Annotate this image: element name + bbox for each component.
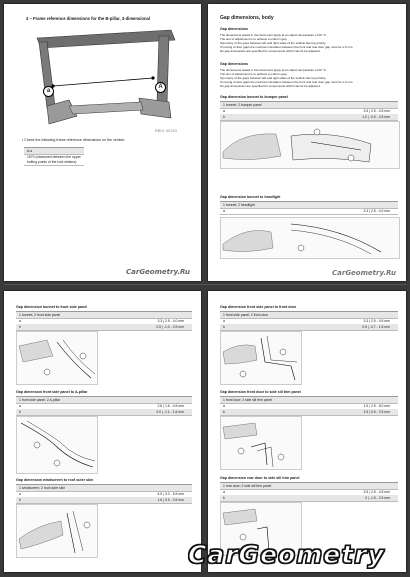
page-heading: 4 – Frame reference dimensions for the B-pillar, 3-dimensional <box>26 16 151 21</box>
section-2-line-3: Symmetry of the gaps between left and right sides of the vehicle has top priority. <box>220 76 327 80</box>
table-row <box>220 495 398 502</box>
side-panel-a-pillar-illustration <box>17 417 97 473</box>
row-value: 0.5 | -0.7 - 1.5 mm <box>362 325 390 329</box>
section-2-line-1: The dimensions stated in this document apply at an object temperature of 20 °C. <box>220 68 327 72</box>
gap-title: Gap dimension bonnet to bumper panel <box>220 95 288 99</box>
row-key: a <box>19 319 21 323</box>
document-page-2 <box>208 4 406 281</box>
gap-table <box>220 311 398 329</box>
row-key: a <box>223 209 225 213</box>
row-value: 1.5 | 0.5 - 2.5 mm <box>363 410 390 414</box>
gap-subtitle: 1 front side panel; 2 A-pillar <box>19 398 61 402</box>
section-title-1: Gap dimensions <box>220 27 248 31</box>
watermark-small: CarGeometry.Ru <box>126 268 191 276</box>
bonnet-headlight-illustration <box>221 218 399 258</box>
row-key: b <box>223 410 225 414</box>
gap-title: Gap dimension windscreen to roof outer skin <box>16 478 94 482</box>
document-page-3 <box>4 291 201 572</box>
row-value: 3.3 | 2.5 - 4.0 mm <box>157 319 184 323</box>
section-divider <box>4 284 406 285</box>
row-value: 4.5 | 3.2 - 5.5 mm <box>157 492 184 496</box>
b-pillar-figure <box>29 26 179 134</box>
row-value: 0 | -1.5 - 2.5 mm <box>365 496 390 500</box>
gap-subtitle: 1 bonnet; 2 headlight <box>223 203 255 207</box>
gap-table <box>220 482 398 500</box>
side-panel-front-door-figure <box>220 331 302 385</box>
gap-table <box>220 101 398 119</box>
table-row <box>16 324 192 331</box>
b-pillar-frame-illustration <box>29 26 179 134</box>
watermark-small: CarGeometry.Ru <box>332 269 397 277</box>
bonnet-bumper-figure <box>220 121 400 169</box>
cargeometry-logo: CarGeometry <box>188 540 385 569</box>
bonnet-side-panel-illustration <box>17 332 97 384</box>
gap-subtitle: 1 front side panel; 2 front door <box>223 313 269 317</box>
gap-table <box>16 311 192 329</box>
row-key: b <box>223 496 225 500</box>
row-key: b <box>223 115 225 119</box>
figure-id: RB01 05783 <box>154 128 177 133</box>
gap-table <box>220 201 398 213</box>
table-header: A-a <box>27 149 33 153</box>
row-key: b <box>19 498 21 502</box>
section-2-line-2: The aim of adjustment is to achieve a uniform gap. <box>220 72 288 76</box>
gap-title: Gap dimension bonnet to headlight <box>220 195 281 199</box>
table-value-row: 1570 (measured between the upper bolting points of the lock strikers) <box>24 154 84 166</box>
section-1-line-4: If moving of door gaps the maximum deviation between the front and rear door gap must be 1.0 mm. <box>220 45 354 49</box>
gap-table <box>16 396 192 414</box>
gap-title: Gap dimension front side panel to front door <box>220 305 297 309</box>
row-key: b <box>19 410 21 414</box>
section-1-line-2: The aim of adjustment is to achieve a uniform gap. <box>220 37 288 41</box>
section-1-line-3: Symmetry of the gaps between left and right sides of the vehicle has top priority. <box>220 41 327 45</box>
gap-table <box>16 484 192 502</box>
section-2-line-4: If moving of door gaps the maximum deviation between the front and rear door gap must be 1.0 mm. <box>220 80 354 84</box>
gap-subtitle: 1 windscreen; 2 roof outer skin <box>19 486 66 490</box>
section-title-2: Gap dimensions <box>220 62 248 66</box>
side-panel-a-pillar-figure <box>16 416 98 474</box>
windscreen-roof-illustration <box>17 505 97 557</box>
row-value: 1.6 | 0.5 - 3.5 mm <box>157 498 184 502</box>
reference-table <box>24 147 84 164</box>
row-key: a <box>223 490 225 494</box>
label-a-lower: a <box>43 86 54 97</box>
gap-subtitle: 1 rear door; 2 side sill trim panel <box>223 484 272 488</box>
gap-title: Gap dimension rear door to side sill trim panel <box>220 476 300 480</box>
row-value: 1.0 | -0.5 - 2.5 mm <box>362 115 390 119</box>
gap-subtitle: 1 front door; 2 side sill trim panel <box>223 398 272 402</box>
row-value: 3.5 | 2.5 - 4.5 mm <box>363 490 390 494</box>
gap-subtitle: 1 bonnet; 2 bumper panel <box>223 103 262 107</box>
row-value: 2.6 | 1.6 - 4.5 mm <box>157 404 184 408</box>
document-page-1 <box>4 4 201 281</box>
row-key: a <box>19 492 21 496</box>
row-value: 0.0 | -1.1 - 1.6 mm <box>156 410 184 414</box>
bonnet-side-panel-figure <box>16 331 98 385</box>
bullet-text: • Check the following frame reference dimensions on the vehicle: <box>22 138 126 142</box>
row-value: 3.3 | 2.5 - 4.5 mm <box>363 319 390 323</box>
front-door-sill-figure <box>220 416 302 470</box>
row-value: 3.3 | 2.5 - 4.0 mm <box>363 209 390 213</box>
side-panel-front-door-illustration <box>221 332 301 384</box>
document-page-4 <box>208 291 406 572</box>
gap-title: Gap dimension front side panel to A-pillar <box>16 390 88 394</box>
gap-subtitle: 1 bonnet; 2 front side panel <box>19 313 61 317</box>
table-row <box>16 409 192 416</box>
page-title: Gap dimensions, body <box>220 15 274 21</box>
bonnet-bumper-illustration <box>221 122 399 168</box>
row-key: b <box>223 325 225 329</box>
row-key: a <box>223 404 225 408</box>
row-key: a <box>223 319 225 323</box>
front-door-sill-illustration <box>221 417 301 469</box>
table-row <box>220 208 398 215</box>
table-row <box>220 114 398 121</box>
gap-title: Gap dimension bonnet to front side panel <box>16 305 88 309</box>
section-1-line-5: No gap dimensions are specified for components which cannot be adjusted. <box>220 49 321 53</box>
bonnet-headlight-figure <box>220 217 400 259</box>
section-2-line-5: No gap dimensions are specified for components which cannot be adjusted. <box>220 84 321 88</box>
row-value: 1.5 | 2.5 - 8.0 mm <box>363 404 390 408</box>
row-key: a <box>19 404 21 408</box>
row-value: 3.5 | 2.5 - 4.5 mm <box>363 109 390 113</box>
gap-table <box>220 396 398 414</box>
table-row <box>16 497 192 504</box>
table-row <box>220 409 398 416</box>
label-a-upper: A <box>155 82 166 93</box>
bullet-label: Check the following frame reference dimensions on the vehicle: <box>24 138 126 142</box>
row-key: a <box>223 109 225 113</box>
row-key: b <box>19 325 21 329</box>
windscreen-roof-figure <box>16 504 98 558</box>
table-row <box>220 324 398 331</box>
gap-title: Gap dimension front door to side sill trim panel <box>220 390 301 394</box>
row-value: 0.5 | -1.0 - 2.5 mm <box>156 325 184 329</box>
section-1-line-1: The dimensions stated in this document apply at an object temperature of 20 °C. <box>220 33 327 37</box>
